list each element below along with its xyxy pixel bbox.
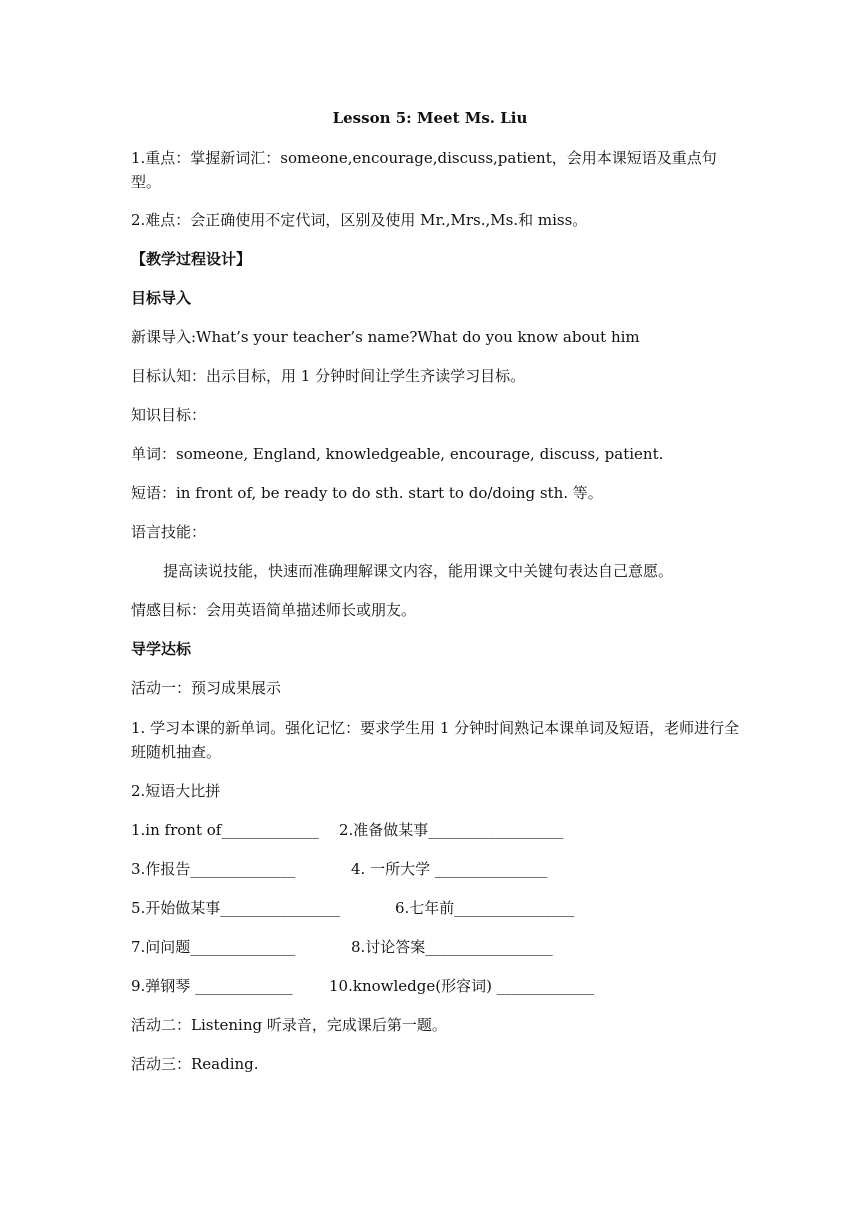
exercise-right: 2.准备做某事__________________: [339, 821, 564, 839]
exercise-row: [131, 975, 741, 997]
exercise-left: 7.问问题______________: [131, 938, 296, 956]
difficult-points: 2.难点：会正确使用不定代词，区别及使用 Mr.,Mrs.,Ms.和 miss。: [131, 211, 588, 229]
goal-awareness-line: 目标认知：出示目标，用 1 分钟时间让学生齐读学习目标。: [131, 367, 526, 385]
emotion-goal-line: 情感目标：会用英语简单描述师长或朋友。: [131, 601, 417, 619]
exercise-left: 3.作报告______________: [131, 860, 296, 878]
skills-detail-line: 提高读说技能，快速而准确理解课文内容，能用课文中关键句表达自己意愿。: [163, 562, 674, 580]
activity-one-item-one: 1. 学习本课的新单词。强化记忆：要求学生用 1 分钟时间熟记本课单词及短语，老师进行全班随机抽查。: [131, 719, 740, 761]
activity-two-line: 活动二：Listening 听录音，完成课后第一题。: [131, 1016, 447, 1034]
exercise-left: 9.弹钢琴 _____________: [131, 977, 293, 995]
exercise-right: 4. 一所大学 _______________: [351, 860, 548, 878]
exercise-row: [131, 936, 741, 958]
activity-one-heading: 活动一：预习成果展示: [131, 679, 282, 697]
words-line: 单词：someone, England, knowledgeable, encourage, discuss, patient.: [131, 445, 664, 463]
exercise-row: [131, 819, 741, 841]
exercise-right: 6.七年前________________: [395, 899, 575, 917]
exercise-left: 1.in front of_____________: [131, 821, 319, 839]
activity-one-item-two: 2.短语大比拼: [131, 782, 221, 800]
exercise-right: 10.knowledge(形容词) _____________: [329, 977, 595, 995]
exercise-left: 5.开始做某事________________: [131, 899, 341, 917]
phrases-line: 短语：in front of, be ready to do sth. start to do/doing sth. 等。: [131, 484, 603, 502]
intro-line: 新课导入:What’s your teacher’s name?What do you know about him: [131, 328, 640, 346]
knowledge-goal-label: 知识目标：: [131, 406, 207, 424]
exercise-row: [131, 897, 741, 919]
language-skills-label: 语言技能：: [131, 523, 207, 541]
section-guide-heading: 导学达标: [131, 640, 192, 658]
activity-three-line: 活动三：Reading.: [131, 1055, 259, 1073]
exercise-right: 8.讨论答案_________________: [351, 938, 553, 956]
process-heading: 【教学过程设计】: [131, 250, 252, 268]
exercise-row: [131, 858, 741, 880]
lesson-title: Lesson 5: Meet Ms. Liu: [332, 109, 528, 127]
section-goal-heading: 目标导入: [131, 289, 192, 307]
key-points: 1.重点：掌握新词汇：someone,encourage,discuss,patient，会用本课短语及重点句型。: [131, 149, 717, 191]
